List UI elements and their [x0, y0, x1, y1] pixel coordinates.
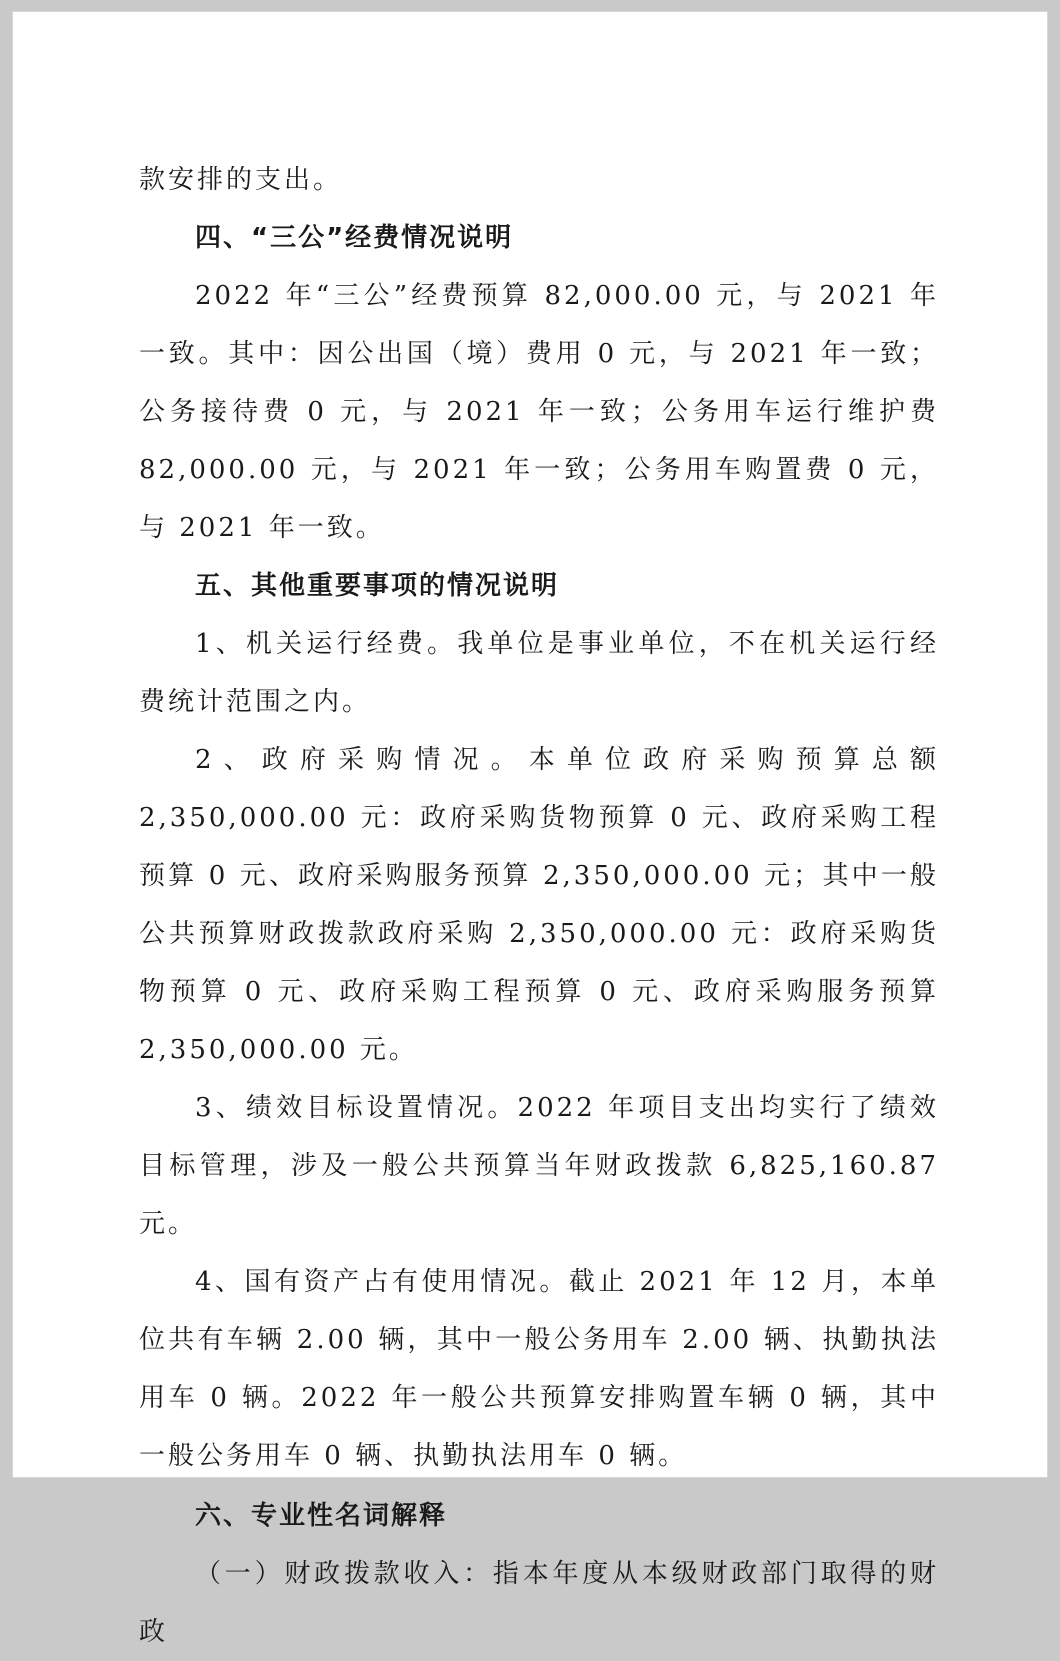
- paragraph-item-2: 2、政府采购情况。本单位政府采购预算总额 2,350,000.00 元：政府采购货物预算 0 元、政府采购工程预算 0 元、政府采购服务预算 2,350,000.00 元；其中一般公共预算财政拨款政府采购 2,350,000.00 元：政府采购货物预算 0 元、政府采购工程预算 0 元、政府采购服务预算 2,350,000.00 元。: [139, 745, 939, 1065]
- paragraph-definition-1: （一）财政拨款收入：指本年度从本级财政部门取得的财政: [139, 1559, 939, 1647]
- paragraph-item-1: 1、机关运行经费。我单位是事业单位，不在机关运行经费统计范围之内。: [139, 629, 939, 717]
- section-heading-six: 六、专业性名词解释: [195, 1501, 448, 1531]
- paragraph-item-3: 3、绩效目标设置情况。2022 年项目支出均实行了绩效目标管理，涉及一般公共预算当年财政拨款 6,825,160.87 元。: [139, 1093, 939, 1239]
- paragraph-item-4: 4、国有资产占有使用情况。截止 2021 年 12 月，本单位共有车辆 2.00 辆，其中一般公务用车 2.00 辆、执勤执法用车 0 辆。2022 年一般公共预算安排购置车辆 0 辆，其中一般公务用车 0 辆、执勤执法用车 0 辆。: [139, 1267, 939, 1471]
- section-heading-five: 五、其他重要事项的情况说明: [195, 571, 560, 601]
- paragraph-continued: 款安排的支出。: [139, 165, 343, 195]
- paragraph-three-public-expenses: 2022 年“三公”经费预算 82,000.00 元，与 2021 年一致。其中：因公出国（境）费用 0 元，与 2021 年一致；公务接待费 0 元，与 2021 年一致；公务用车运行维护费 82,000.00 元，与 2021 年一致；公务用车购置费 0 元，与 2021 年一致。: [139, 281, 939, 543]
- document-page: [12, 11, 1048, 1647]
- section-heading-four: 四、“三公”经费情况说明: [195, 223, 514, 253]
- document-body: [139, 151, 939, 1661]
